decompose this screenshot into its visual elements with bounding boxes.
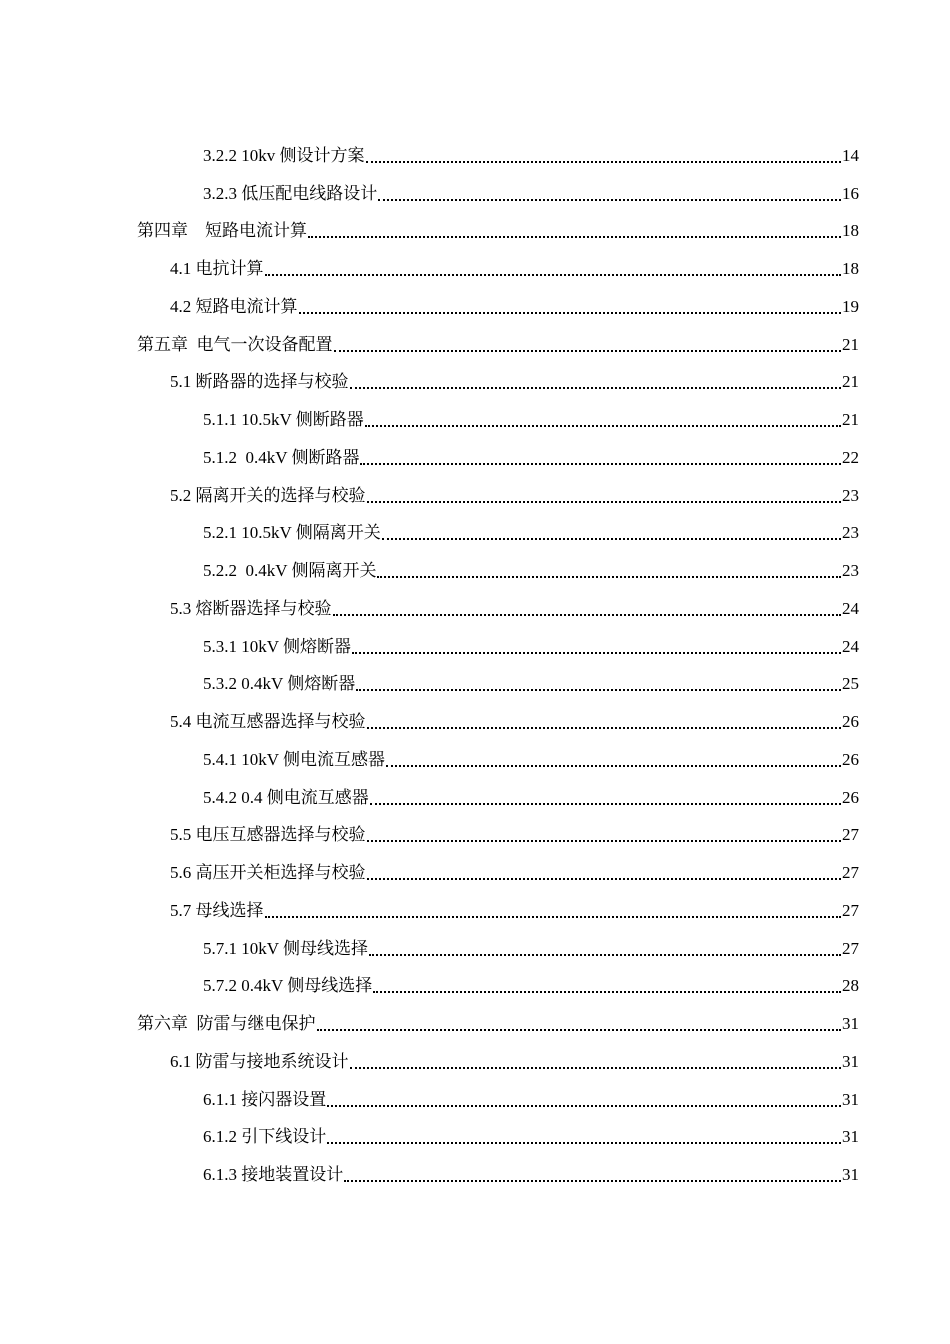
toc-entry-page-number: 31 [842, 1089, 859, 1109]
toc-dot-leader [265, 274, 842, 276]
toc-entry-title: 5.2.2 0.4kV 侧隔离开关 [203, 561, 377, 581]
toc-entry[interactable] [0, 968, 950, 1006]
toc-entry[interactable] [0, 854, 950, 892]
toc-entry[interactable] [0, 779, 950, 817]
toc-entry-title: 5.7.1 10kV 侧母线选择 [203, 938, 368, 958]
toc-dot-leader [334, 350, 842, 352]
toc-entry[interactable] [0, 1119, 950, 1157]
toc-entry-page-number: 27 [842, 863, 859, 883]
toc-entry-page-number: 23 [842, 523, 859, 543]
toc-dot-leader [382, 538, 841, 540]
toc-entry-page-number: 26 [842, 787, 859, 807]
toc-entry-page-number: 19 [842, 296, 859, 316]
toc-entry-page-number: 14 [842, 145, 859, 165]
toc-dot-leader [327, 1142, 841, 1144]
toc-dot-leader [378, 199, 841, 201]
toc-entry[interactable] [0, 515, 950, 553]
toc-entry-title: 3.2.3 低压配电线路设计 [203, 183, 378, 203]
toc-entry[interactable] [0, 628, 950, 666]
toc-entry-page-number: 23 [842, 485, 859, 505]
toc-entry-title: 5.2.1 10.5kV 侧隔离开关 [203, 523, 381, 543]
toc-entry-title: 第六章 防雷与继电保护 [137, 1014, 316, 1034]
toc-entry[interactable] [0, 666, 950, 704]
toc-entry-page-number: 18 [842, 259, 859, 279]
toc-entry-page-number: 31 [842, 1165, 859, 1185]
toc-entry-page-number: 25 [842, 674, 859, 694]
toc-entry[interactable] [0, 930, 950, 968]
toc-entry-page-number: 16 [842, 183, 859, 203]
toc-entry-page-number: 21 [842, 410, 859, 430]
toc-dot-leader [373, 991, 841, 993]
toc-entry-page-number: 27 [842, 825, 859, 845]
toc-dot-leader [333, 614, 842, 616]
toc-entry[interactable] [0, 250, 950, 288]
toc-dot-leader [317, 1029, 842, 1031]
toc-dot-leader [369, 954, 841, 956]
toc-dot-leader [356, 689, 841, 691]
toc-entry-page-number: 24 [842, 598, 859, 618]
toc-entry-title: 4.1 电抗计算 [170, 259, 264, 279]
toc-entry-title: 5.3.1 10kV 侧熔断器 [203, 636, 351, 656]
toc-entry[interactable] [0, 288, 950, 326]
toc-entry-title: 5.1 断路器的选择与校验 [170, 372, 349, 392]
toc-entry[interactable] [0, 439, 950, 477]
toc-entry-page-number: 21 [842, 334, 859, 354]
toc-entry-page-number: 21 [842, 372, 859, 392]
toc-dot-leader [352, 652, 841, 654]
toc-dot-leader [367, 878, 842, 880]
toc-dot-leader [350, 387, 842, 389]
toc-entry-title: 5.1.2 0.4kV 侧断路器 [203, 447, 360, 467]
toc-entry[interactable] [0, 1156, 950, 1194]
toc-entry[interactable] [0, 477, 950, 515]
toc-entry-title: 5.2 隔离开关的选择与校验 [170, 485, 366, 505]
toc-entry-page-number: 31 [842, 1051, 859, 1071]
toc-entry[interactable] [0, 326, 950, 364]
toc-entry-page-number: 31 [842, 1127, 859, 1147]
toc-entry[interactable] [0, 401, 950, 439]
toc-entry[interactable] [0, 741, 950, 779]
toc-entry-title: 第四章 短路电流计算 [137, 221, 307, 241]
table-of-contents [0, 137, 950, 1194]
toc-entry-title: 5.4.2 0.4 侧电流互感器 [203, 787, 369, 807]
toc-dot-leader [367, 840, 842, 842]
toc-dot-leader [367, 501, 842, 503]
toc-entry-title: 5.4.1 10kV 侧电流互感器 [203, 749, 385, 769]
toc-entry[interactable] [0, 892, 950, 930]
toc-entry-title: 5.3 熔断器选择与校验 [170, 598, 332, 618]
toc-dot-leader [299, 312, 842, 314]
toc-entry-page-number: 31 [842, 1014, 859, 1034]
toc-entry[interactable] [0, 213, 950, 251]
toc-entry[interactable] [0, 137, 950, 175]
toc-entry-page-number: 28 [842, 976, 859, 996]
toc-entry-page-number: 22 [842, 447, 859, 467]
toc-entry-title: 5.6 高压开关柜选择与校验 [170, 863, 366, 883]
toc-entry[interactable] [0, 364, 950, 402]
toc-entry-title: 6.1.2 引下线设计 [203, 1127, 327, 1147]
toc-entry[interactable] [0, 1043, 950, 1081]
toc-entry-title: 5.1.1 10.5kV 侧断路器 [203, 410, 364, 430]
toc-entry-page-number: 23 [842, 561, 859, 581]
toc-entry-page-number: 27 [842, 900, 859, 920]
toc-dot-leader [360, 463, 841, 465]
toc-entry[interactable] [0, 175, 950, 213]
toc-dot-leader [308, 236, 841, 238]
toc-entry-title: 5.5 电压互感器选择与校验 [170, 825, 366, 845]
toc-entry-title: 6.1 防雷与接地系统设计 [170, 1051, 349, 1071]
toc-entry-page-number: 27 [842, 938, 859, 958]
toc-entry-title: 5.7.2 0.4kV 侧母线选择 [203, 976, 373, 996]
toc-entry-title: 6.1.3 接地装置设计 [203, 1165, 344, 1185]
toc-entry-page-number: 18 [842, 221, 859, 241]
toc-entry[interactable] [0, 817, 950, 855]
toc-entry-title: 5.7 母线选择 [170, 900, 264, 920]
toc-dot-leader [350, 1067, 842, 1069]
toc-dot-leader [377, 576, 841, 578]
toc-entry-title: 5.4 电流互感器选择与校验 [170, 712, 366, 732]
toc-entry[interactable] [0, 1081, 950, 1119]
toc-entry-page-number: 26 [842, 749, 859, 769]
toc-entry-page-number: 24 [842, 636, 859, 656]
toc-entry[interactable] [0, 552, 950, 590]
toc-entry-title: 4.2 短路电流计算 [170, 296, 298, 316]
toc-dot-leader [366, 161, 842, 163]
toc-entry-page-number: 26 [842, 712, 859, 732]
toc-dot-leader [386, 765, 841, 767]
toc-entry-title: 第五章 电气一次设备配置 [137, 334, 333, 354]
toc-dot-leader [370, 803, 841, 805]
toc-dot-leader [365, 425, 841, 427]
toc-entry[interactable] [0, 590, 950, 628]
toc-dot-leader [367, 727, 842, 729]
toc-entry-title: 6.1.1 接闪器设置 [203, 1089, 327, 1109]
toc-entry-title: 5.3.2 0.4kV 侧熔断器 [203, 674, 356, 694]
toc-dot-leader [327, 1105, 841, 1107]
toc-dot-leader [265, 916, 842, 918]
toc-entry[interactable] [0, 703, 950, 741]
toc-entry[interactable] [0, 1005, 950, 1043]
toc-dot-leader [344, 1180, 841, 1182]
toc-entry-title: 3.2.2 10kv 侧设计方案 [203, 145, 365, 165]
